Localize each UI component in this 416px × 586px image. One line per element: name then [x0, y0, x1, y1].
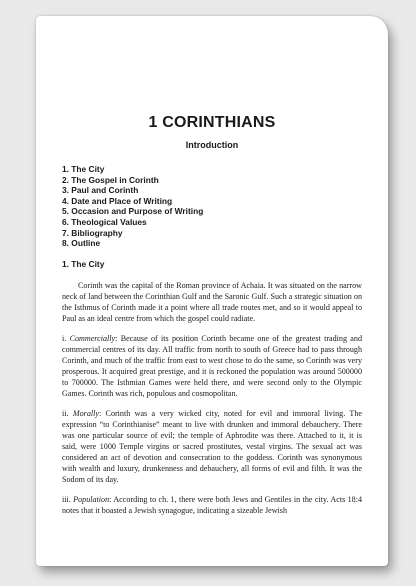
toc-item: 5. Occasion and Purpose of Writing: [62, 206, 204, 217]
point-term: Commercially: [69, 333, 116, 343]
document-page: [36, 16, 388, 566]
toc-item: 8. Outline: [62, 238, 101, 249]
page-title: 1 CORINTHIANS: [148, 114, 276, 131]
point-paragraph: [62, 408, 362, 485]
section-heading: 1. The City: [62, 258, 105, 269]
toc-item: 1. The City: [62, 164, 105, 174]
page-content: [62, 114, 362, 525]
toc-item: 3. Paul and Corinth: [62, 185, 139, 196]
point-paragraph: [62, 333, 362, 399]
toc-item: 7. Bibliography: [62, 227, 123, 238]
point-term: Morally: [72, 408, 99, 418]
toc-item: 4. Date and Place of Writing: [62, 195, 173, 206]
toc-item: 2. The Gospel in Corinth: [62, 174, 159, 185]
point-text: : According to ch. 1, there were both Jews and Gentiles in the city. Acts 18:4 notes that it boasted a Jewish synagogue, indicating a sizeable Jewish: [62, 494, 363, 515]
point-prefix: ii.: [62, 408, 73, 418]
point-prefix: i.: [62, 333, 70, 343]
point-prefix: iii.: [62, 494, 74, 504]
page-subtitle: Introduction: [185, 140, 239, 150]
toc-item: 6. Theological Values: [62, 216, 147, 227]
table-of-contents: [62, 164, 362, 249]
intro-paragraph: Corinth was the capital of the Roman province of Achaia. It was situated on the narrow neck of land between the Corinthian Gulf and the Saronic Gulf. Such a strategic situation on the Isthmus of Corinth made it a point where all trade routes met, and so it would appeal to Paul as an ideal centre from which the gospel could radiate.: [62, 280, 362, 323]
point-text: : Because of its position Corinth became one of the greatest trading and commercial centres of its day. All traffic from north to south of Greece had to pass through Corinth, and much of the traffic from east to west chose to do the same, so Corinth was very prosperous. It acquired great prestige, and it is reckoned the population was around 500000 to 700000. The Isthmian Games were held there, and were second only to the Olympic Games. Corinth was rich, populous and cosmopolitan.: [62, 333, 362, 398]
point-text: : Corinth was a very wicked city, noted for evil and immoral living. The expression “to Corinthianise” meant to live with drunken and immoral debauchery. There was one particular source of evil; the temple of Aphrodite was there. Attached to it, it is said, were 1000 Temple virgins or sacred prostitutes, vestal virgins. The sexual act was considered an act of devotion and consecration to the goddess. Corinth was synonymous with wealth and luxury, drunkenness and debauchery, all forms of evil and filth. It was the Sodom of its day.: [62, 408, 362, 484]
point-paragraph: [62, 494, 362, 516]
point-term: Population: [73, 494, 110, 504]
